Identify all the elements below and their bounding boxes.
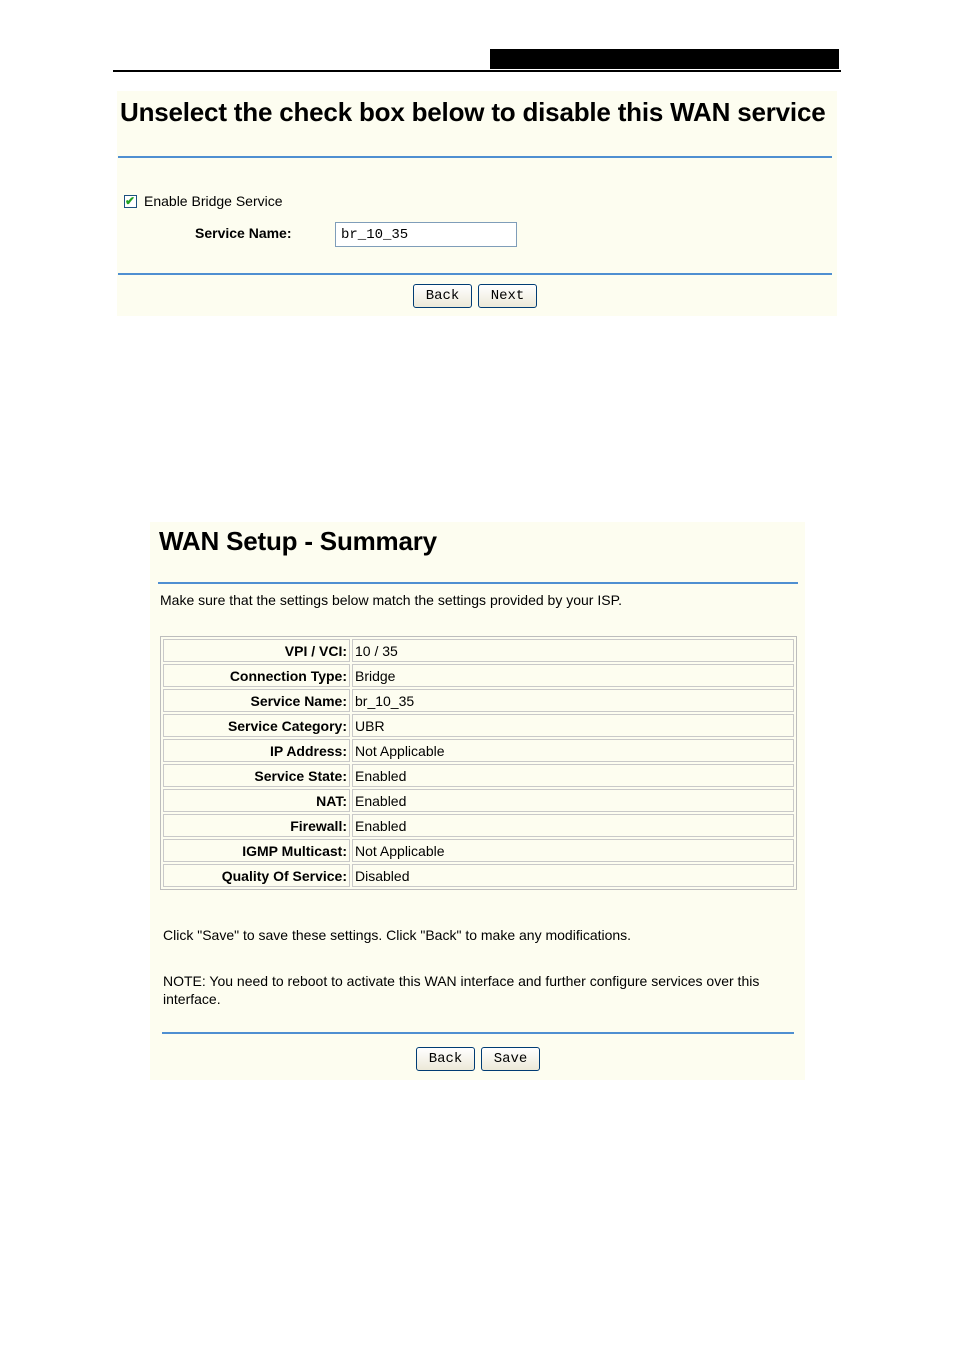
table-row (163, 639, 794, 662)
next-button[interactable]: Next (478, 284, 537, 308)
summary-intro: Make sure that the settings below match the settings provided by your ISP. (160, 592, 622, 608)
service-name-input[interactable] (335, 222, 517, 247)
summary-back-button[interactable]: Back (416, 1047, 475, 1071)
row-value: UBR (352, 714, 794, 737)
back-button[interactable]: Back (413, 284, 472, 308)
service-name-label: Service Name: (195, 225, 292, 241)
summary-title: WAN Setup - Summary (159, 526, 437, 556)
table-row (163, 789, 794, 812)
summary-table (160, 636, 797, 890)
document-header-rule (113, 70, 841, 72)
table-row (163, 764, 794, 787)
reboot-note: NOTE: You need to reboot to activate this WAN interface and further configure services over this interface. (163, 973, 760, 1007)
form-divider (118, 273, 832, 275)
table-row (163, 739, 794, 762)
table-row (163, 839, 794, 862)
title-divider (118, 156, 832, 158)
row-value: Enabled (352, 814, 794, 837)
row-label: Connection Type: (163, 664, 350, 687)
row-value: Not Applicable (352, 739, 794, 762)
document-header-bar (490, 49, 839, 69)
row-value: Enabled (352, 789, 794, 812)
row-label: NAT: (163, 789, 350, 812)
row-label: IP Address: (163, 739, 350, 762)
row-label: Service State: (163, 764, 350, 787)
row-value: br_10_35 (352, 689, 794, 712)
row-label: Service Category: (163, 714, 350, 737)
row-label: Quality Of Service: (163, 864, 350, 887)
table-row (163, 864, 794, 887)
table-row (163, 714, 794, 737)
wan-summary-panel (150, 522, 805, 1080)
row-label: Firewall: (163, 814, 350, 837)
row-value: Not Applicable (352, 839, 794, 862)
row-label: Service Name: (163, 689, 350, 712)
summary-title-divider (158, 582, 798, 584)
bridge-service-panel (117, 91, 837, 316)
page-title: Unselect the check box below to disable this WAN service (120, 97, 826, 127)
summary-bottom-divider (162, 1032, 794, 1034)
row-value: 10 / 35 (352, 639, 794, 662)
save-button[interactable]: Save (481, 1047, 540, 1071)
row-label: IGMP Multicast: (163, 839, 350, 862)
enable-bridge-checkbox[interactable] (124, 195, 137, 208)
row-value: Bridge (352, 664, 794, 687)
checkmark-icon: ✔ (125, 194, 136, 208)
table-row (163, 689, 794, 712)
row-value: Enabled (352, 764, 794, 787)
table-row (163, 664, 794, 687)
row-value: Disabled (352, 864, 794, 887)
row-label: VPI / VCI: (163, 639, 350, 662)
save-instruction: Click "Save" to save these settings. Click "Back" to make any modifications. (163, 927, 632, 943)
enable-bridge-label: Enable Bridge Service (144, 193, 283, 209)
table-row (163, 814, 794, 837)
